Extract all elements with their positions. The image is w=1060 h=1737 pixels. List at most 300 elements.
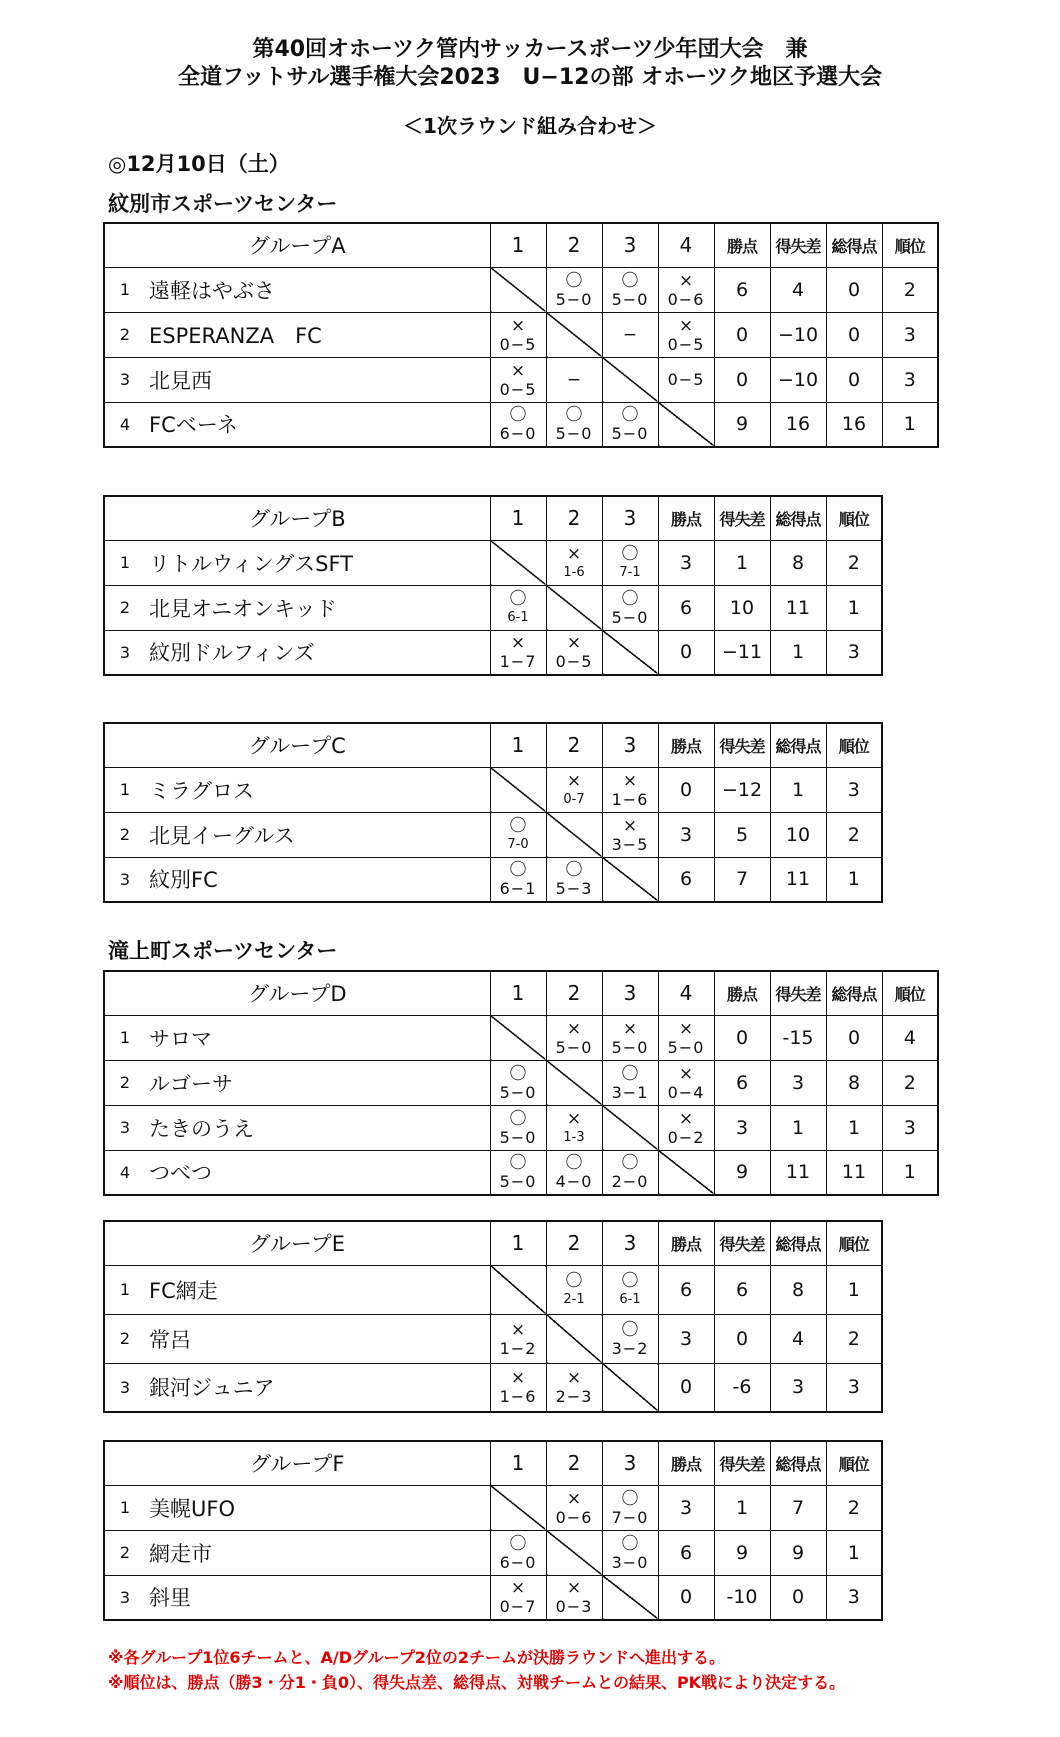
team-number: 2: [104, 1060, 145, 1105]
team-name: 北見イーグルス: [145, 812, 490, 857]
team-number: 3: [104, 1105, 145, 1150]
stat-header-goals: 総得点: [770, 1441, 826, 1485]
team-number: 1: [104, 767, 145, 812]
opponent-col-header: 1: [490, 1441, 546, 1485]
stat-header-goals: 総得点: [826, 223, 882, 267]
team-rank: 2: [826, 1485, 882, 1530]
team-diff: 1: [770, 1105, 826, 1150]
subtitle: ＜1次ラウンド組み合わせ＞: [403, 114, 657, 138]
team-goals: 11: [770, 857, 826, 902]
team-name: 北見オニオンキッド: [145, 585, 490, 630]
match-result-cell: [658, 312, 714, 357]
opponent-col-header: 2: [546, 723, 602, 767]
result-mark: 〇: [565, 1270, 583, 1291]
team-number: 2: [104, 1314, 145, 1363]
team-number: 3: [104, 630, 145, 675]
stat-header-rank: 順位: [826, 1221, 882, 1265]
match-result-cell: [490, 1363, 546, 1412]
team-goals: 8: [770, 1265, 826, 1314]
match-result-cell: [602, 1314, 658, 1363]
self-match-cell: [546, 312, 602, 357]
team-row: [104, 1485, 882, 1530]
match-score: 7-0: [507, 836, 529, 852]
match-result-cell: [490, 1575, 546, 1620]
match-result-cell: [546, 357, 602, 402]
match-score: 5−0: [499, 1127, 537, 1147]
team-rank: 1: [826, 1530, 882, 1575]
group-e-table: [103, 1220, 883, 1413]
team-rank: 3: [826, 1363, 882, 1412]
match-score: 1−2: [499, 1338, 537, 1358]
match-result-cell: [602, 1485, 658, 1530]
result-mark: 〇: [621, 588, 639, 609]
match-score: 0−4: [667, 1082, 705, 1102]
opponent-col-header: 3: [602, 223, 658, 267]
team-row: [104, 630, 882, 675]
team-points: 6: [714, 267, 770, 312]
match-score: 6−0: [499, 1552, 537, 1572]
header-row: [104, 1221, 882, 1265]
match-result-cell: [490, 1530, 546, 1575]
match-score: 3−1: [611, 1082, 649, 1102]
match-result-cell: [490, 1105, 546, 1150]
stat-header-points: 勝点: [658, 723, 714, 767]
team-number: 2: [104, 812, 145, 857]
self-match-cell: [602, 1363, 658, 1412]
match-score: 0−2: [667, 1127, 705, 1147]
opponent-col-header: 2: [546, 971, 602, 1015]
match-score: 5−0: [611, 1037, 649, 1057]
team-row: [104, 585, 882, 630]
team-goals: 0: [826, 357, 882, 402]
self-match-cell: [546, 1314, 602, 1363]
team-diff: 5: [714, 812, 770, 857]
result-mark: ×: [622, 770, 638, 791]
team-name: 紋別FC: [145, 857, 490, 902]
team-number: 3: [104, 1575, 145, 1620]
result-mark: 〇: [509, 1533, 527, 1554]
team-name: 遠軽はやぶさ: [145, 267, 490, 312]
team-diff: 3: [770, 1060, 826, 1105]
team-points: 6: [658, 1530, 714, 1575]
team-name: ミラグロス: [145, 767, 490, 812]
team-row: [104, 1314, 882, 1363]
team-row: [104, 312, 938, 357]
match-score: 5−3: [555, 879, 593, 899]
self-match-cell: [490, 767, 546, 812]
team-points: 0: [658, 1575, 714, 1620]
team-row: [104, 857, 882, 902]
group-a-table: [103, 222, 939, 448]
stat-header-rank: 順位: [826, 1441, 882, 1485]
team-points: 3: [658, 812, 714, 857]
team-points: 3: [658, 1314, 714, 1363]
match-result-cell: [602, 402, 658, 447]
team-goals: 1: [770, 630, 826, 675]
team-rank: 1: [882, 1150, 938, 1195]
match-score: 3−5: [611, 834, 649, 854]
team-number: 3: [104, 357, 145, 402]
match-score: 5−0: [555, 424, 593, 444]
team-row: [104, 812, 882, 857]
team-row: [104, 267, 938, 312]
match-score: 5−0: [555, 289, 593, 309]
result-mark: ×: [566, 1578, 582, 1599]
match-score: 6−1: [499, 879, 537, 899]
match-result-cell: [546, 857, 602, 902]
team-goals: 10: [770, 812, 826, 857]
opponent-col-header: 2: [546, 223, 602, 267]
team-row: [104, 357, 938, 402]
team-name: つべつ: [145, 1150, 490, 1195]
match-score: 0−5: [667, 369, 705, 389]
match-result-cell: [546, 1150, 602, 1195]
team-rank: 2: [826, 812, 882, 857]
venue-monbetsu: 紋別市スポーツセンター: [108, 192, 338, 216]
result-mark: 〇: [621, 1270, 639, 1291]
match-result-cell: [602, 267, 658, 312]
opponent-col-header: 1: [490, 1221, 546, 1265]
self-match-cell: [546, 585, 602, 630]
team-number: 3: [104, 857, 145, 902]
group-name: グループF: [104, 1441, 490, 1485]
stat-header-goals: 総得点: [770, 1221, 826, 1265]
header-row: [104, 1441, 882, 1485]
team-number: 2: [104, 1530, 145, 1575]
result-mark: ×: [566, 543, 582, 564]
team-goals: 8: [826, 1060, 882, 1105]
team-rank: 2: [882, 267, 938, 312]
team-number: 2: [104, 585, 145, 630]
match-result-cell: [490, 1060, 546, 1105]
result-mark: 〇: [565, 270, 583, 291]
match-result-cell: [602, 1530, 658, 1575]
match-score: 1−7: [499, 652, 537, 672]
stat-header-rank: 順位: [826, 723, 882, 767]
self-match-cell: [602, 1105, 658, 1150]
team-rank: 4: [882, 1015, 938, 1060]
opponent-col-header: 2: [546, 1221, 602, 1265]
result-mark: 〇: [621, 1319, 639, 1340]
team-goals: 16: [826, 402, 882, 447]
self-match-cell: [490, 1015, 546, 1060]
match-result-cell: [658, 267, 714, 312]
result-mark: ×: [678, 315, 694, 336]
stat-header-diff: 得失差: [714, 723, 770, 767]
match-score: 0−5: [499, 379, 537, 399]
match-score: 2-1: [563, 1291, 585, 1307]
team-diff: 1: [714, 1485, 770, 1530]
self-match-cell: [546, 1530, 602, 1575]
team-number: 3: [104, 1363, 145, 1412]
match-score: 5−0: [611, 289, 649, 309]
match-result-cell: [546, 402, 602, 447]
result-mark: ×: [510, 633, 526, 654]
team-goals: 4: [770, 1314, 826, 1363]
match-result-cell: [546, 630, 602, 675]
match-result-cell: [602, 1060, 658, 1105]
self-match-cell: [490, 540, 546, 585]
title-line-1: 第40回オホーツク管内サッカースポーツ少年団大会 兼: [252, 37, 808, 62]
result-mark: 〇: [509, 860, 527, 881]
match-result-cell: [602, 585, 658, 630]
result-mark: 〇: [565, 1153, 583, 1174]
result-mark: 〇: [509, 1153, 527, 1174]
team-row: [104, 767, 882, 812]
result-mark: ×: [510, 1368, 526, 1389]
result-mark: 〇: [621, 405, 639, 426]
team-name: たきのうえ: [145, 1105, 490, 1150]
opponent-col-header: 4: [658, 971, 714, 1015]
team-row: [104, 1575, 882, 1620]
opponent-col-header: 3: [602, 971, 658, 1015]
match-date: ◎12月10日（土）: [108, 152, 290, 176]
team-number: 1: [104, 1485, 145, 1530]
match-score: 0−6: [667, 289, 705, 309]
team-number: 4: [104, 402, 145, 447]
self-match-cell: [490, 1485, 546, 1530]
team-rank: 2: [882, 1060, 938, 1105]
result-mark: 〇: [509, 405, 527, 426]
team-name: 銀河ジュニア: [145, 1363, 490, 1412]
match-score: 0−7: [499, 1597, 537, 1617]
team-name: 北見西: [145, 357, 490, 402]
team-diff: 6: [714, 1265, 770, 1314]
self-match-cell: [602, 630, 658, 675]
match-result-cell: [490, 312, 546, 357]
opponent-col-header: 3: [602, 1221, 658, 1265]
team-diff: 16: [770, 402, 826, 447]
match-result-cell: [602, 812, 658, 857]
team-row: [104, 1015, 938, 1060]
stat-header-points: 勝点: [658, 1221, 714, 1265]
team-diff: −12: [714, 767, 770, 812]
team-rank: 3: [882, 1105, 938, 1150]
header-row: [104, 223, 938, 267]
team-diff: 1: [714, 540, 770, 585]
team-points: 3: [658, 1485, 714, 1530]
match-result-cell: [658, 357, 714, 402]
team-diff: −10: [770, 357, 826, 402]
team-goals: 11: [770, 585, 826, 630]
result-mark: ×: [510, 360, 526, 381]
match-result-cell: [546, 1363, 602, 1412]
team-points: 9: [714, 402, 770, 447]
result-mark: ×: [566, 1108, 582, 1129]
match-score: 6-1: [619, 1291, 641, 1307]
group-name: グループA: [104, 223, 490, 267]
self-match-cell: [490, 1265, 546, 1314]
team-points: 6: [658, 857, 714, 902]
venue-takinoue: 滝上町スポーツセンター: [108, 939, 338, 963]
result-mark: 〇: [621, 1533, 639, 1554]
result-mark: ×: [678, 1018, 694, 1039]
team-diff: -15: [770, 1015, 826, 1060]
team-name: ルゴーサ: [145, 1060, 490, 1105]
group-name: グループE: [104, 1221, 490, 1265]
group-b-table: [103, 495, 883, 676]
match-result-cell: [546, 540, 602, 585]
team-name: 常呂: [145, 1314, 490, 1363]
match-result-cell: [546, 1265, 602, 1314]
match-result-cell: [490, 357, 546, 402]
result-mark: 〇: [509, 588, 527, 609]
match-score: 7−0: [611, 1507, 649, 1527]
team-goals: 9: [770, 1530, 826, 1575]
opponent-col-header: 2: [546, 496, 602, 540]
match-score: 4−0: [555, 1172, 593, 1192]
match-score: 0−5: [667, 334, 705, 354]
team-points: 0: [714, 357, 770, 402]
match-result-cell: [658, 1105, 714, 1150]
stat-header-diff: 得失差: [770, 971, 826, 1015]
team-row: [104, 1363, 882, 1412]
self-match-cell: [658, 1150, 714, 1195]
opponent-col-header: 3: [602, 1441, 658, 1485]
team-rank: 1: [882, 402, 938, 447]
team-rank: 1: [826, 1265, 882, 1314]
self-match-cell: [490, 267, 546, 312]
team-rank: 3: [826, 1575, 882, 1620]
stat-header-diff: 得失差: [714, 1221, 770, 1265]
opponent-col-header: 1: [490, 223, 546, 267]
stat-header-diff: 得失差: [714, 1441, 770, 1485]
match-score: 0−5: [555, 652, 593, 672]
stat-header-points: 勝点: [658, 496, 714, 540]
self-match-cell: [658, 402, 714, 447]
team-name: リトルウィングスSFT: [145, 540, 490, 585]
team-rank: 2: [826, 540, 882, 585]
team-rank: 3: [826, 630, 882, 675]
team-goals: 0: [770, 1575, 826, 1620]
result-mark: ×: [622, 815, 638, 836]
group-f-table: [103, 1440, 883, 1621]
match-score: 1-6: [563, 564, 585, 580]
result-mark: 〇: [565, 405, 583, 426]
match-result-cell: [658, 1015, 714, 1060]
team-goals: 0: [826, 267, 882, 312]
stat-header-goals: 総得点: [826, 971, 882, 1015]
match-score: 3−2: [611, 1338, 649, 1358]
stat-header-points: 勝点: [658, 1441, 714, 1485]
team-number: 2: [104, 312, 145, 357]
team-diff: 4: [770, 267, 826, 312]
team-goals: 1: [770, 767, 826, 812]
result-mark: 〇: [565, 860, 583, 881]
opponent-col-header: 1: [490, 496, 546, 540]
match-score: 5−0: [667, 1037, 705, 1057]
match-result-cell: [490, 402, 546, 447]
result-mark: ×: [566, 770, 582, 791]
team-number: 1: [104, 540, 145, 585]
result-mark: 〇: [509, 1063, 527, 1084]
team-rank: 3: [882, 312, 938, 357]
team-points: 9: [714, 1150, 770, 1195]
team-name: 斜里: [145, 1575, 490, 1620]
match-result-cell: [490, 812, 546, 857]
match-result-cell: [490, 1314, 546, 1363]
result-mark: ×: [678, 1063, 694, 1084]
match-result-cell: [602, 1015, 658, 1060]
match-score: 2−0: [611, 1172, 649, 1192]
match-score: 5−0: [499, 1172, 537, 1192]
match-result-cell: [658, 1060, 714, 1105]
team-diff: 7: [714, 857, 770, 902]
header-row: [104, 971, 938, 1015]
team-row: [104, 1530, 882, 1575]
title-line-2: 全道フットサル選手権大会2023 U−12の部 オホーツク地区予選大会: [177, 65, 883, 90]
group-c-table: [103, 722, 883, 903]
opponent-col-header: 3: [602, 723, 658, 767]
group-d-table: [103, 970, 939, 1196]
team-goals: 1: [826, 1105, 882, 1150]
team-row: [104, 1150, 938, 1195]
result-mark: 〇: [621, 1488, 639, 1509]
self-match-cell: [602, 857, 658, 902]
group-name: グループB: [104, 496, 490, 540]
team-points: 3: [714, 1105, 770, 1150]
match-score: 6-1: [507, 609, 529, 625]
opponent-col-header: 1: [490, 971, 546, 1015]
match-result-cell: [546, 767, 602, 812]
result-mark: ×: [566, 633, 582, 654]
result-mark: 〇: [621, 1153, 639, 1174]
stat-header-rank: 順位: [882, 971, 938, 1015]
match-score: 5−0: [611, 424, 649, 444]
match-result-cell: [546, 1105, 602, 1150]
match-result-cell: [546, 267, 602, 312]
match-score: 1−6: [611, 789, 649, 809]
team-points: 6: [714, 1060, 770, 1105]
team-goals: 7: [770, 1485, 826, 1530]
team-diff: 11: [770, 1150, 826, 1195]
stat-header-goals: 総得点: [770, 723, 826, 767]
team-rank: 3: [826, 767, 882, 812]
stat-header-rank: 順位: [826, 496, 882, 540]
team-name: ESPERANZA FC: [145, 312, 490, 357]
result-mark: ×: [510, 315, 526, 336]
team-diff: -10: [714, 1575, 770, 1620]
match-result-cell: [546, 1575, 602, 1620]
note-ranking-rules: ※順位は、勝点（勝3・分1・負0）、得失点差、総得点、対戦チームとの結果、PK戦により決定する。: [108, 1673, 846, 1692]
result-mark: ×: [566, 1368, 582, 1389]
team-name: FC網走: [145, 1265, 490, 1314]
match-result-cell: [546, 1015, 602, 1060]
stat-header-diff: 得失差: [714, 496, 770, 540]
result-mark: ×: [510, 1578, 526, 1599]
result-mark: 〇: [621, 270, 639, 291]
match-score: 0−3: [555, 1597, 593, 1617]
match-result-cell: [490, 1150, 546, 1195]
match-score: 0−6: [555, 1507, 593, 1527]
team-diff: -6: [714, 1363, 770, 1412]
team-points: 6: [658, 1265, 714, 1314]
stat-header-rank: 順位: [882, 223, 938, 267]
team-rank: 3: [882, 357, 938, 402]
stat-header-diff: 得失差: [770, 223, 826, 267]
stat-header-points: 勝点: [714, 223, 770, 267]
team-row: [104, 1105, 938, 1150]
team-diff: 10: [714, 585, 770, 630]
result-mark: ×: [510, 1319, 526, 1340]
opponent-col-header: 2: [546, 1441, 602, 1485]
result-mark: 〇: [509, 1108, 527, 1129]
match-result-cell: [602, 1150, 658, 1195]
team-goals: 0: [826, 1015, 882, 1060]
self-match-cell: [546, 1060, 602, 1105]
match-score: 5−0: [499, 1082, 537, 1102]
team-diff: 0: [714, 1314, 770, 1363]
